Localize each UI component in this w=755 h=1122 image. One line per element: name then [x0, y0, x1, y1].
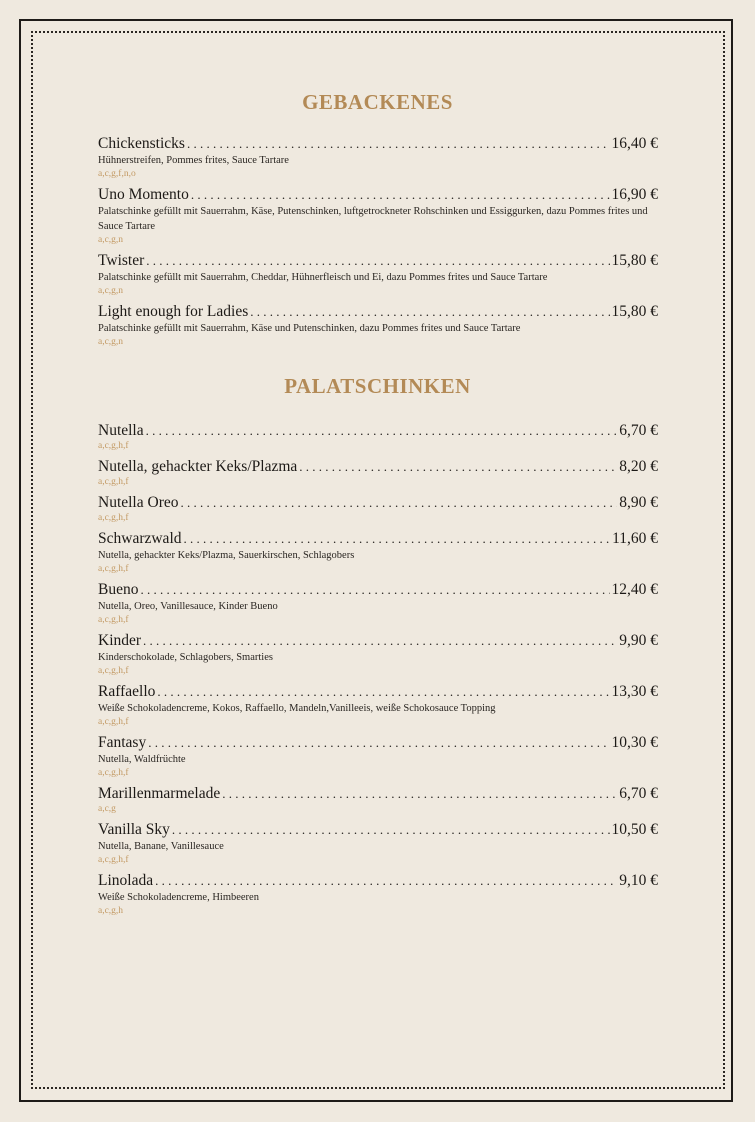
dot-leader — [187, 134, 610, 153]
menu-item-description: Palatschinke gefüllt mit Sauerrahm, Cheddar, Hühnerfleisch und Ei, dazu Pommes frites und Sauce Tartare — [98, 272, 548, 283]
menu-item — [98, 871, 658, 918]
menu-item — [98, 251, 658, 298]
menu-item-name: Linolada — [98, 872, 154, 889]
menu-item-row — [98, 457, 658, 476]
dot-leader — [155, 871, 617, 890]
menu-item — [98, 457, 658, 489]
menu-item-row — [98, 631, 658, 650]
menu-item-row — [98, 134, 658, 153]
menu-item — [98, 631, 658, 678]
menu-item-price: 16,40 € — [611, 135, 658, 152]
menu-item-row — [98, 580, 658, 599]
menu-item-row — [98, 493, 658, 512]
menu-item-name: Schwarzwald — [98, 530, 182, 547]
menu-item-allergens: a,c,g,h,f — [98, 564, 129, 574]
menu-item — [98, 733, 658, 780]
menu-item-allergens: a,c,g,h,f — [98, 615, 129, 625]
menu-item-row — [98, 820, 658, 839]
menu-item-description: Nutella, Waldfrüchte — [98, 754, 186, 765]
menu-item-price: 8,20 € — [619, 458, 658, 475]
menu-item-name: Raffaello — [98, 683, 156, 700]
menu-item-description: Kinderschokolade, Schlagobers, Smarties — [98, 652, 273, 663]
menu-item-price: 13,30 € — [611, 683, 658, 700]
menu-item-name: Nutella — [98, 422, 144, 439]
menu-item-row — [98, 784, 658, 803]
menu-item-row — [98, 251, 658, 270]
menu-item-name: Kinder — [98, 632, 142, 649]
menu-item-row — [98, 682, 658, 701]
dot-leader — [157, 682, 609, 701]
dot-leader — [146, 421, 618, 440]
menu-item-description: Hühnerstreifen, Pommes frites, Sauce Tartare — [98, 155, 289, 166]
menu-item-allergens: a,c,g,f,n,o — [98, 169, 136, 179]
menu-item-price: 15,80 € — [611, 303, 658, 320]
menu-item-name: Chickensticks — [98, 135, 185, 152]
menu-item-row — [98, 529, 658, 548]
menu-item-allergens: a,c,g,h,f — [98, 855, 129, 865]
section-title-palatschinken: PALATSCHINKEN — [284, 374, 471, 398]
menu-item-row — [98, 871, 658, 890]
menu-item-allergens: a,c,g,h,f — [98, 513, 129, 523]
menu-item — [98, 493, 658, 525]
menu-item-allergens: a,c,g,h,f — [98, 477, 129, 487]
menu-item-price: 12,40 € — [611, 581, 658, 598]
section-title-gebackenes: GEBACKENES — [302, 90, 453, 114]
dot-leader — [299, 457, 617, 476]
section-gebackenes-items — [98, 134, 658, 353]
menu-item — [98, 185, 658, 247]
menu-item-price: 9,90 € — [619, 632, 658, 649]
menu-item-price: 6,70 € — [619, 785, 658, 802]
menu-item-price: 10,50 € — [611, 821, 658, 838]
menu-item-name: Marillenmarmelade — [98, 785, 221, 802]
menu-item-description: Nutella, Oreo, Vanillesauce, Kinder Bueno — [98, 601, 278, 612]
menu-item — [98, 529, 658, 576]
menu-item — [98, 580, 658, 627]
menu-item-allergens: a,c,g,h,f — [98, 666, 129, 676]
menu-item-price: 8,90 € — [619, 494, 658, 511]
dot-leader — [180, 493, 617, 512]
menu-item — [98, 682, 658, 729]
dot-leader — [146, 251, 609, 270]
menu-item-name: Nutella, gehackter Keks/Plazma — [98, 458, 298, 475]
dot-leader — [172, 820, 610, 839]
menu-item — [98, 302, 658, 349]
menu-item — [98, 421, 658, 453]
menu-item — [98, 820, 658, 867]
dot-leader — [148, 733, 609, 752]
menu-item-description: Weiße Schokoladencreme, Himbeeren — [98, 892, 259, 903]
dot-leader — [140, 580, 609, 599]
menu-item-description: Palatschinke gefüllt mit Sauerrahm, Käse und Putenschinken, dazu Pommes frites und Sauce Tartare — [98, 323, 521, 334]
menu-item-row — [98, 733, 658, 752]
menu-item-description: Weiße Schokoladencreme, Kokos, Raffaello, Mandeln,Vanilleeis, weiße Schokosauce Topping — [98, 703, 496, 714]
menu-item — [98, 784, 658, 816]
dot-leader — [222, 784, 617, 803]
menu-item-name: Nutella Oreo — [98, 494, 179, 511]
menu-item-allergens: a,c,g,h — [98, 906, 124, 916]
menu-item-allergens: a,c,g,n — [98, 286, 124, 296]
menu-item-name: Light enough for Ladies — [98, 303, 249, 320]
menu-item-allergens: a,c,g,h,f — [98, 717, 129, 727]
dot-leader — [143, 631, 617, 650]
menu-item-row — [98, 421, 658, 440]
menu-item-description: Nutella, gehackter Keks/Plazma, Sauerkirschen, Schlagobers — [98, 550, 355, 561]
menu-item-allergens: a,c,g,n — [98, 235, 124, 245]
menu-item — [98, 134, 658, 181]
menu-item-allergens: a,c,g,h,f — [98, 441, 129, 451]
menu-item-price: 15,80 € — [611, 252, 658, 269]
menu-item-description: Nutella, Banane, Vanillesauce — [98, 841, 224, 852]
menu-item-allergens: a,c,g,n — [98, 337, 124, 347]
section-palatschinken-items — [98, 421, 658, 922]
menu-item-price: 6,70 € — [619, 422, 658, 439]
dot-leader — [184, 529, 611, 548]
menu-item-allergens: a,c,g — [98, 804, 116, 814]
menu-item-name: Bueno — [98, 581, 139, 598]
menu-item-price: 10,30 € — [611, 734, 658, 751]
dot-leader — [191, 185, 610, 204]
menu-item-row — [98, 185, 658, 204]
menu-item-description: Palatschinke gefüllt mit Sauerrahm, Käse, Putenschinken, luftgetrockneter Rohschinken und Essiggurken, dazu Pommes frites und Sauce Tartare — [98, 206, 648, 232]
menu-item-price: 11,60 € — [612, 530, 658, 547]
menu-item-price: 16,90 € — [611, 186, 658, 203]
dot-leader — [250, 302, 609, 321]
menu-item-allergens: a,c,g,h,f — [98, 768, 129, 778]
menu-item-name: Twister — [98, 252, 145, 269]
menu-item-row — [98, 302, 658, 321]
menu-item-name: Uno Momento — [98, 186, 189, 203]
menu-item-price: 9,10 € — [619, 872, 658, 889]
menu-item-name: Fantasy — [98, 734, 147, 751]
menu-item-name: Vanilla Sky — [98, 821, 170, 838]
